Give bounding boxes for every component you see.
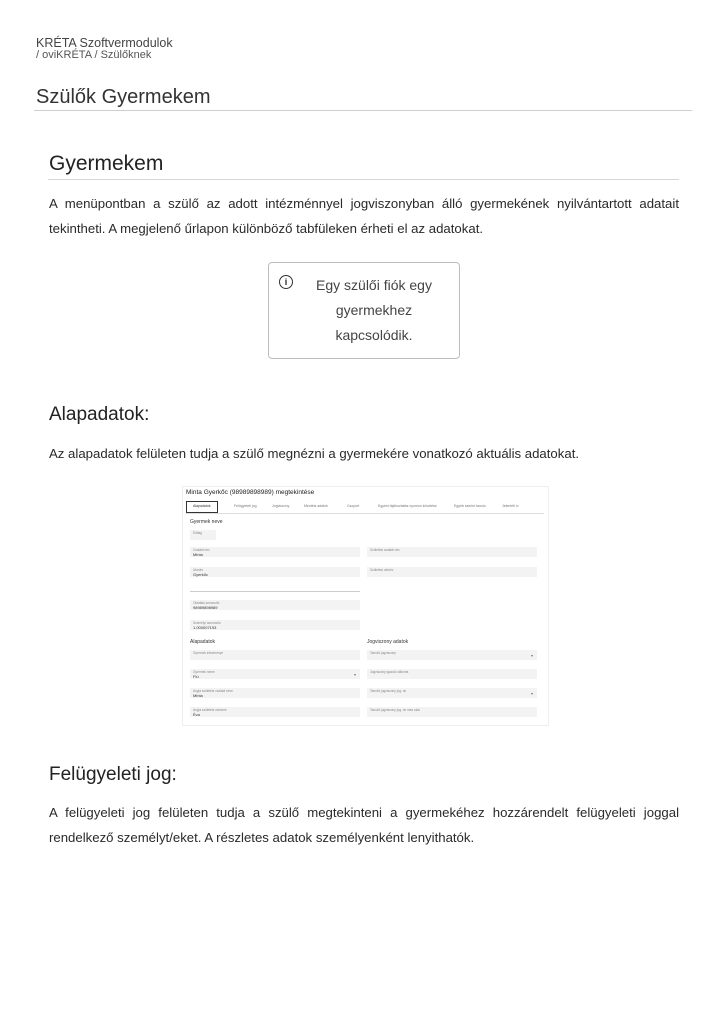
screenshot-field-taj[interactable]: Személyi azonosító 1.000007193	[190, 620, 360, 630]
screenshot-section-legal: Jogviszony adatok	[367, 639, 409, 645]
screenshot-select-legal-status[interactable]: Tanulói jogviszony ▾	[367, 650, 537, 660]
breadcrumb-path[interactable]: / oviKRÉTA / Szülőknek	[36, 49, 152, 61]
screenshot-field-institution[interactable]: Gyermek intézménye	[190, 650, 360, 660]
screenshot-tab[interactable]: Mentési adatok	[304, 504, 328, 508]
page-title: Szülők Gyermekem	[36, 86, 211, 108]
screenshot-divider	[190, 591, 360, 592]
screenshot-section-name: Gyermek neve	[190, 519, 223, 525]
screenshot-tab[interactable]: Egyéb szerint tanulo	[454, 504, 486, 508]
screenshot-field-mother[interactable]: Anyja születési családi neve Minta	[190, 688, 360, 698]
screenshot-field-birth-family[interactable]: Születési családi név	[367, 547, 537, 557]
screenshot-select-gender[interactable]: Gyermek neme Fiú ▾	[190, 669, 360, 679]
title-divider	[34, 110, 692, 111]
breadcrumb	[36, 37, 173, 61]
screenshot-tab[interactable]: Csoport	[347, 504, 360, 508]
screenshot-field-oktid[interactable]: Oktatási azonosító 98989898989	[190, 600, 360, 610]
screenshot-field-given[interactable]: Utónév Gyerkőc	[190, 567, 360, 577]
info-callout	[268, 262, 460, 359]
screenshot-field-legal-end[interactable]: Tanulói jogviszony jog. ok más okai	[367, 707, 537, 717]
section-text-felugyeleti: A felügyeleti jog felületen tudja a szülő megtekinteni a gyermekéhez hozzárendelt felügyeleti joggal rendelkező személyt/eket. A részletes adatok személyenként lenyithatók.	[49, 805, 679, 845]
info-callout-text: Egy szülői fiók egy gyermekhez kapcsolódik.	[316, 277, 432, 343]
screenshot-tab[interactable]: Jelenléti ív	[502, 504, 519, 508]
section-heading-alapadatok: Alapadatok:	[49, 404, 150, 425]
section-heading-gyermekem: Gyermekem	[49, 152, 164, 175]
screenshot-field-family[interactable]: Családi név Minta	[190, 547, 360, 557]
screenshot-field-birth-given[interactable]: Születési utónév	[367, 567, 537, 577]
screenshot-field-legal-start[interactable]: Jogviszony igazoló dátuma	[367, 669, 537, 679]
section-text-gyermekem: A menüpontban a szülő az adott intézménnyel jogviszonyban álló gyermekének nyilvántartott adatait tekintheti. A megjelenő űrlapon különböző tabfüleken érheti el az adatokat.	[49, 196, 679, 236]
section-text-alapadatok: Az alapadatok felületen tudja a szülő megnézni a gyermekére vonatkozó aktuális adatokat.	[49, 446, 580, 461]
embedded-screenshot	[182, 486, 549, 726]
section-heading-felugyeleti: Felügyeleti jog:	[49, 764, 177, 785]
screenshot-tab-alapadatok[interactable]: Alapadatok	[186, 501, 218, 513]
screenshot-select-legal-type[interactable]: Tanulói jogviszony jog. ok ▾	[367, 688, 537, 698]
breadcrumb-app[interactable]: KRÉTA Szoftvermodulok	[36, 36, 173, 50]
screenshot-field-prefix[interactable]: Előtag	[190, 530, 216, 540]
info-icon: i	[279, 275, 293, 289]
section-divider	[48, 179, 679, 180]
screenshot-tab[interactable]: Egyéni tájékoztatás nyomon követése	[378, 504, 437, 508]
screenshot-tab[interactable]: Felügyeleti jog	[234, 504, 257, 508]
screenshot-field-mother-given[interactable]: Anyja születési utóneve Éva	[190, 707, 360, 717]
screenshot-tab[interactable]: Jogviszony	[272, 504, 290, 508]
screenshot-section-basic: Alapadatok	[190, 639, 216, 645]
screenshot-title: Minta Gyerkőc (98989898989) megtekintése	[186, 489, 315, 496]
screenshot-tabbar	[186, 501, 544, 514]
